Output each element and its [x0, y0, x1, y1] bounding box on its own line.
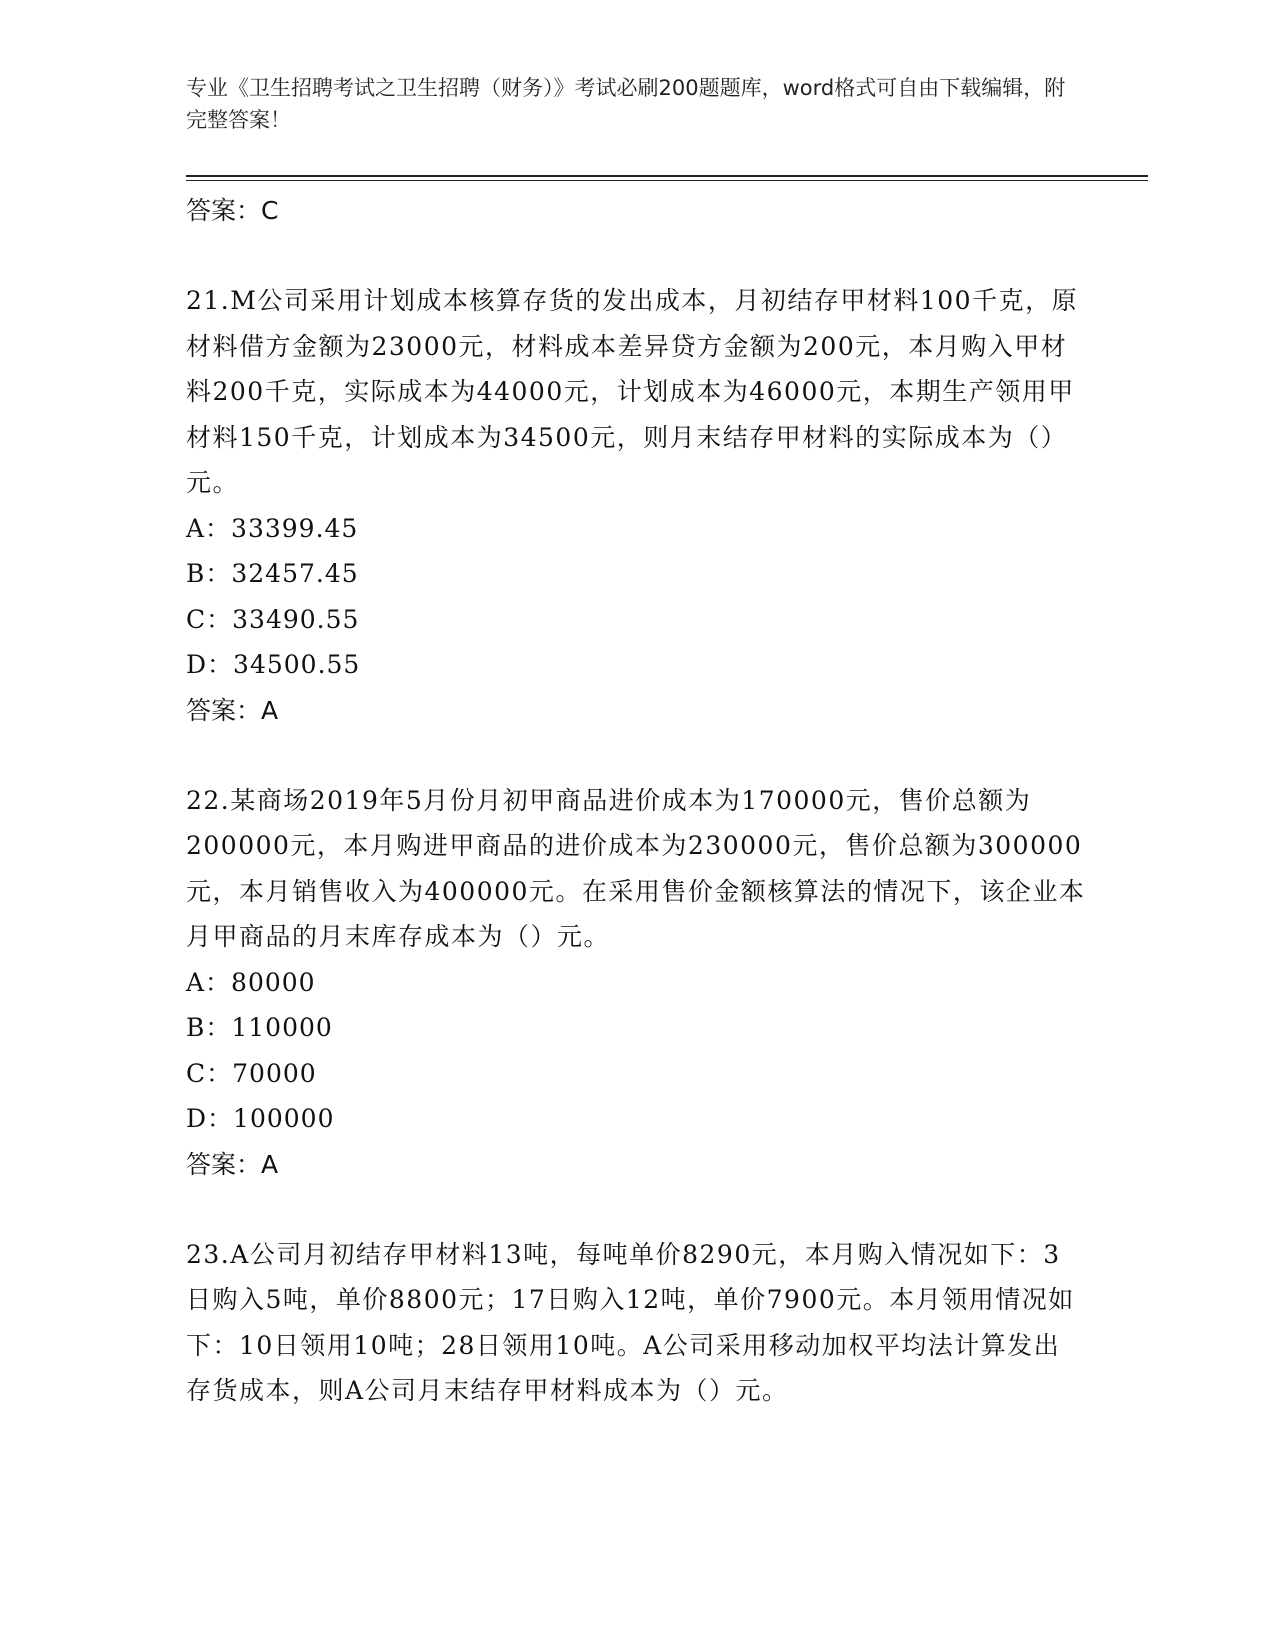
question-block [186, 1232, 1086, 1414]
question-text: 22.某商场2019年5月份月初甲商品进价成本为170000元，售价总额为200000元，本月购进甲商品的进价成本为230000元，售价总额为300000元，本月销售收入为400000元。在采用售价金额核算法的情况下，该企业本月甲商品的月末库存成本为（）元。 [186, 785, 1086, 951]
question-block [186, 778, 1086, 1188]
header-rule-thick [186, 175, 1148, 177]
answer-line: 答案：C [186, 196, 279, 225]
document-header: 专业《卫生招聘考试之卫生招聘（财务）》考试必刷200题题库，word格式可自由下载编辑，附完整答案！ [186, 76, 1066, 132]
question-block [186, 278, 1086, 734]
option-b: B：110000 [186, 1013, 333, 1042]
spacer [186, 1188, 1086, 1232]
header-rule-thin [186, 180, 1148, 181]
option-a: A：33399.45 [186, 513, 359, 543]
option-c: C：70000 [186, 1058, 317, 1088]
answer-line: 答案：A [186, 1149, 279, 1179]
option-d: D：100000 [186, 1104, 335, 1133]
option-b: B：32457.45 [186, 559, 359, 588]
answer-line: 答案：A [186, 695, 279, 725]
spacer [186, 234, 1086, 278]
option-a: A：80000 [186, 967, 316, 997]
option-c: C：33490.55 [186, 604, 360, 634]
document-body [186, 188, 1086, 1414]
spacer [186, 734, 1086, 778]
option-d: D：34500.55 [186, 650, 361, 679]
question-text: 23.A公司月初结存甲材料13吨，每吨单价8290元，本月购入情况如下：3日购入5吨，单价8800元；17日购入12吨，单价7900元。本月领用情况如下：10日领用10吨；28日领用10吨。A公司采用移动加权平均法计算发出存货成本，则A公司月末结存甲材料成本为（）元。 [186, 1239, 1075, 1405]
question-text: 21.M公司采用计划成本核算存货的发出成本，月初结存甲材料100千克，原材料借方金额为23000元，材料成本差异贷方金额为200元，本月购入甲材料200千克，实际成本为44000元，计划成本为46000元，本期生产领用甲材料150千克，计划成本为34500元，则月末结存甲材料的实际成本为（）元。 [186, 286, 1079, 497]
